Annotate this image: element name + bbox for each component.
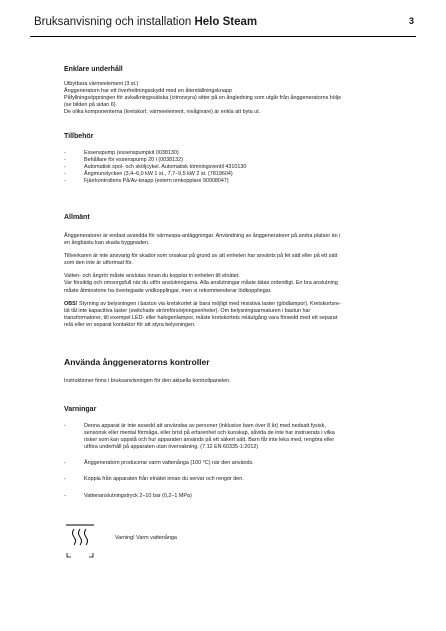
list-item: - Automatisk spol- och sköljcykel. Automatisk tömningsventil 4310130 (64, 164, 420, 171)
hot-steam-warning-icon (64, 523, 96, 559)
warning-line: utföra underhåll på apparaten utan övervakning. (7.12 EN 60335-1:2012) (84, 444, 259, 451)
warning-item: - Vattenanslutningstryck 2–10 bar (0,2–1 MPa) (64, 493, 420, 500)
text-line: Ånggeneratorn har ett överhettningsskydd med en återställningsknapp (64, 88, 232, 95)
heading-easy-maintenance: Enklare underhåll (64, 66, 123, 73)
page-header (30, 14, 416, 37)
warning-line: sensorisk eller mental förmåga, eller brist på erfarenhet och kunskap, såvida de inte har instruerats i vilka (84, 430, 335, 437)
text-line: Tillverkaren är inte ansvarig för skador som orsakas på grund av att enheten har använts på fel sätt eller på ett sätt (64, 253, 338, 260)
text-line: De olika komponenterna (kretskort, värmeelement, nivågivare) är enkla att byta ut. (64, 109, 261, 116)
title-product: Helo Steam (194, 16, 258, 28)
text-line: en ångbastu kan skada byggnaden. (64, 240, 150, 247)
warning-item (64, 423, 420, 451)
warning-item: - Ånggeneratorn producerar varm vattenånga (100 °C) när den används. (64, 460, 420, 467)
document-title (34, 16, 257, 28)
warnings-list (64, 423, 420, 500)
section-warnings (64, 405, 420, 509)
list-item: - Fjärrkontrollens På/Av-knapp (extern omkopplare 90908047) (64, 178, 420, 185)
obs-note (64, 301, 420, 308)
page-number: 3 (408, 16, 414, 26)
text-line: Utbytbara värmeelement (3 st.) (64, 81, 139, 87)
warning-line: Denna apparat är inte avsedd att användas av personer (inklusive barn över 8 år) med nedsatt fysisk, (84, 423, 326, 429)
heading-warnings: Varningar (64, 406, 97, 413)
text-line: måste åtminstone ha övertejpade vridkopplingar, men vi rekommenderar lödkopplingar. (64, 287, 272, 294)
heading-accessories: Tillbehör (64, 133, 94, 140)
text-line: Vatten- och ångrör måste anslutas innan du kopplar in enheten till elnätet. (64, 273, 240, 280)
title-plain: Bruksanvisning och installation (34, 16, 195, 28)
heading-controls: Använda ånggeneratorns kontroller (64, 357, 210, 367)
warning-item: - Koppla från apparaten från elnätet innan du servar och rengör den. (64, 476, 420, 483)
text-line: Ånggeneratorer är endast avsedda för värmespa-anläggningar. Användning av ånggeneratorer på andra platser än i (64, 233, 341, 239)
section-controls (64, 357, 420, 385)
symbol-caption: Varning! Varm vattenånga (115, 535, 177, 541)
accessories-list (64, 150, 420, 185)
text-line: Påfyllningsöppningen för avkalkningsvätska (citronsyra) sitter på en ångledning som utgår från ånggeneratorns hölje (64, 95, 342, 102)
section-accessories (64, 132, 420, 185)
text-line: som den inte är utformad för. (64, 260, 133, 267)
section-general (64, 213, 420, 329)
list-item: - Behållare för essenspump 20 l (0038132) (64, 157, 420, 164)
text-line: transformatorer, till exempel LED- eller halogenlampor, måste kretskortets reläutgång vara försedd med ett separat (64, 314, 338, 321)
controls-text: Instruktioner finns i bruksanvisningen för den aktuella kontrollpanelen. (64, 378, 231, 384)
text-line: Var försiktig och omsorgsfull när du utför anslutningarna. Alla anslutningar måste tätas ordentligt. En bra anslutning (64, 280, 338, 287)
text-line: lät tål inte kapacitiva laster (switchade strömförsörjningsenheter). Om belysningsarmaturen i bastun har (64, 307, 311, 314)
warning-line: risker som kan uppstå och hur apparaten används på ett säkert sätt. Barn får inte leka med, rengöra eller (84, 437, 335, 444)
text-line: (se bilden på sidan 6). (64, 102, 118, 109)
obs-label: OBS! (64, 300, 78, 307)
list-item: - Essenspump (essenspumpkit 0038130) (64, 150, 420, 157)
list-item: - Ångmunstycken (3,4–6,0 kW 1 st., 7,7–9,5 kW 2 st. (7819604) (64, 171, 420, 178)
section-easy-maintenance (64, 65, 420, 116)
heading-general: Allmänt (64, 214, 90, 221)
text-line: relä eller en separat kontaktor för att styra belysningen. (64, 321, 196, 328)
obs-text: Styrning av belysningen i bastun via kretskortet är bara möjligt med resistiva laster (glödlampor). Kretskortsre- (77, 300, 341, 307)
